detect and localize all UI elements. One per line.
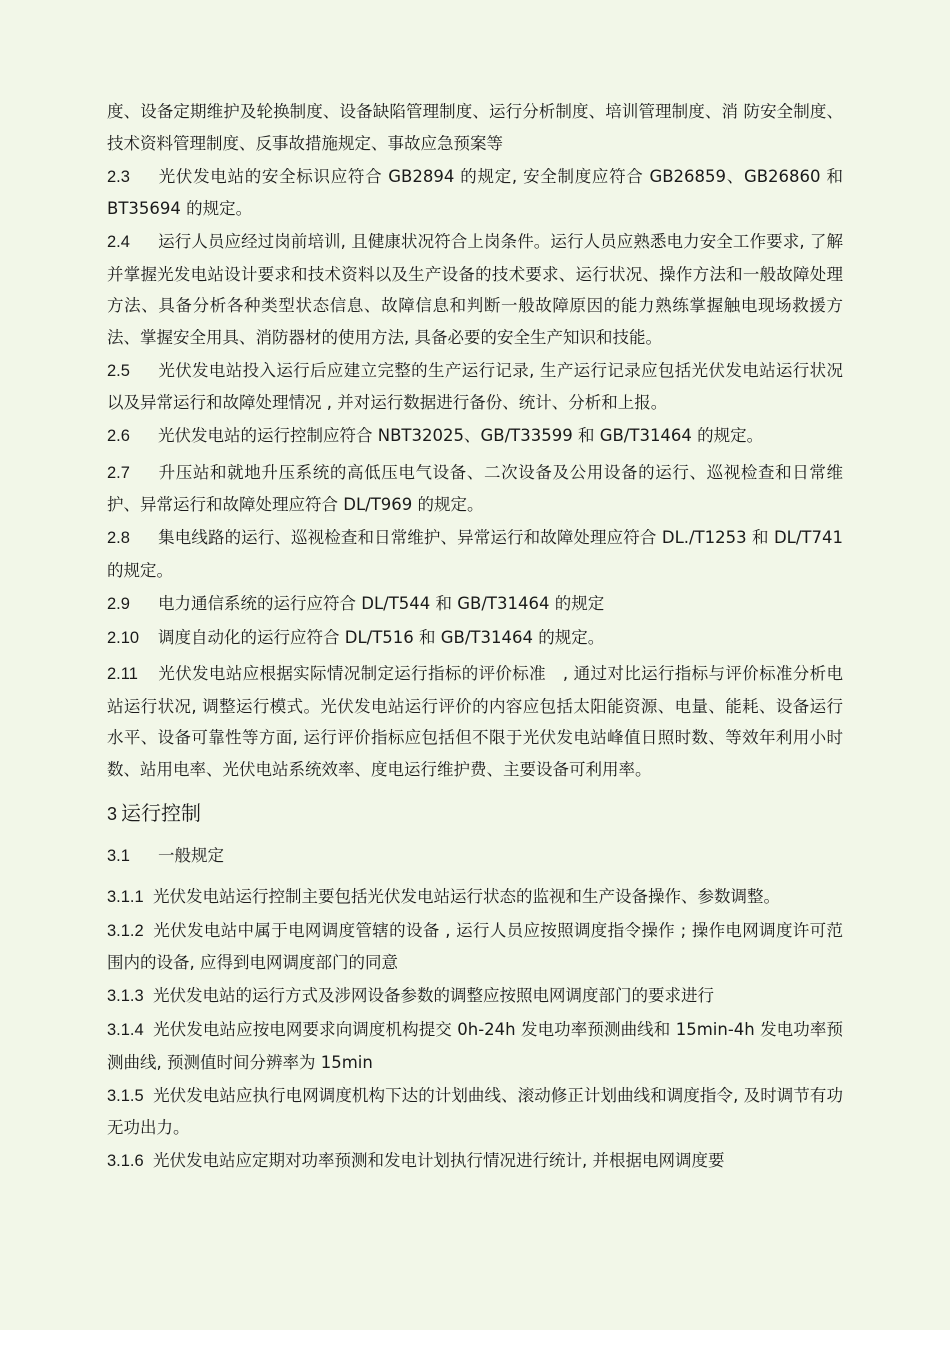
clause-number: 3.1.1 bbox=[107, 887, 144, 906]
paragraph-3-1-2 bbox=[107, 915, 843, 979]
paragraph-3-1-4 bbox=[107, 1014, 843, 1078]
clause-text: 光伏发电站应根据实际情况制定运行指标的评价标准 , 通过对比运行指标与评价标准分析电站运行状况, 调整运行模式。光伏发电站运行评价的内容应包括太阳能资源、电量、能耗、设备运行水平、设备可靠性等方面, 运行评价指标应包括但不限于光伏发电站峰值日照时数、等效年利用小时数、站用电率、光伏电站系统效率、度电运行维护费、主要设备可利用率。 bbox=[107, 664, 843, 779]
paragraph-2-8 bbox=[107, 522, 843, 586]
clause-number: 3.1.3 bbox=[107, 987, 144, 1005]
paragraph-2-9 bbox=[107, 588, 843, 621]
clause-text: 光伏发电站的安全标识应符合 GB2894 的规定, 安全制度应符合 GB26859、GB26860 和 BT35694 的规定。 bbox=[107, 166, 843, 218]
clause-text: 光伏发电站投入运行后应建立完整的生产运行记录, 生产运行记录应包括光伏发电站运行状况以及异常运行和故障处理情况 , 并对运行数据进行备份、统计、分析和上报。 bbox=[107, 360, 843, 412]
subsection-number: 3.1 bbox=[107, 847, 130, 865]
clause-text: 光伏发电站应定期对功率预测和发电计划执行情况进行统计, 并根据电网调度要 bbox=[153, 1151, 725, 1170]
clause-text: 光伏发电站的运行控制应符合 NBT32025、GB/T33599 和 GB/T31464 的规定。 bbox=[158, 426, 764, 445]
paragraph-3-1-1 bbox=[107, 881, 843, 914]
paragraph-2-4 bbox=[107, 226, 843, 353]
clause-text: 升压站和就地升压系统的高低压电气设备、二次设备及公用设备的运行、巡视检查和日常维护、异常运行和故障处理应符合 DL/T969 的规定。 bbox=[107, 462, 843, 514]
paragraph-3-1-6 bbox=[107, 1145, 843, 1178]
clause-number: 3.1.2 bbox=[107, 921, 144, 940]
clause-number: 2.7 bbox=[107, 463, 130, 482]
paragraph-3-1-5 bbox=[107, 1080, 843, 1144]
clause-number: 3.1.5 bbox=[107, 1086, 144, 1105]
clause-text: 集电线路的运行、巡视检查和日常维护、异常运行和故障处理应符合 DL./T1253 和 DL/T741 的规定。 bbox=[107, 528, 843, 580]
paragraph-2-3 bbox=[107, 161, 843, 225]
section-title: 运行控制 bbox=[121, 801, 202, 825]
clause-text: 调度自动化的运行应符合 DL/T516 和 GB/T31464 的规定。 bbox=[158, 627, 605, 647]
clause-number: 2.3 bbox=[107, 167, 130, 186]
paragraph-2-5 bbox=[107, 355, 843, 419]
clause-text: 光伏发电站应执行电网调度机构下达的计划曲线、滚动修正计划曲线和调度指令, 及时调节有功无功出力。 bbox=[107, 1085, 843, 1137]
paragraph-3-1-3 bbox=[107, 980, 843, 1013]
paragraph-continuation: 度、设备定期维护及轮换制度、设备缺陷管理制度、运行分析制度、培训管理制度、消 防安全制度、技术资料管理制度、反事故措施规定、事故应急预案等 bbox=[107, 102, 843, 153]
section-heading bbox=[107, 793, 843, 834]
document-body bbox=[107, 96, 843, 1178]
subsection-heading bbox=[107, 840, 843, 873]
paragraph-2-11 bbox=[107, 658, 843, 785]
section-number: 3 bbox=[107, 804, 118, 824]
clause-number: 2.8 bbox=[107, 529, 130, 547]
clause-text: 光伏发电站中属于电网调度管辖的设备 , 运行人员应按照调度指令操作 ; 操作电网调度许可范围内的设备, 应得到电网调度部门的同意 bbox=[107, 920, 843, 972]
clause-text: 电力通信系统的运行应符合 DL/T544 和 GB/T31464 的规定 bbox=[158, 593, 605, 613]
clause-number: 2.11 bbox=[107, 665, 138, 683]
clause-text: 光伏发电站的运行方式及涉网设备参数的调整应按照电网调度部门的要求进行 bbox=[153, 986, 714, 1005]
clause-text: 光伏发电站运行控制主要包括光伏发电站运行状态的监视和生产设备操作、参数调整。 bbox=[153, 886, 780, 906]
clause-number: 2.9 bbox=[107, 594, 130, 613]
clause-text: 运行人员应经过岗前培训, 且健康状况符合上岗条件。运行人员应熟悉电力安全工作要求, 了解并掌握光发电站设计要求和技术资料以及生产设备的技术要求、运行状况、操作方法和一般故障处理方法、具备分析各种类型状态信息、故障信息和判断一般故障原因的能力熟练掌握触电现场救援方法、掌握安全用具、消防器材的使用方法, 具备必要的安全生产知识和技能。 bbox=[107, 232, 843, 347]
clause-number: 2.6 bbox=[107, 427, 130, 445]
clause-number: 3.1.4 bbox=[107, 1021, 144, 1039]
paragraph-2-7 bbox=[107, 457, 843, 521]
clause-number: 3.1.6 bbox=[107, 1152, 144, 1170]
paragraph-2-6 bbox=[107, 420, 843, 453]
paragraph-2-10 bbox=[107, 622, 843, 655]
subsection-title: 一般规定 bbox=[158, 846, 224, 865]
clause-number: 2.10 bbox=[107, 628, 140, 647]
clause-number: 2.4 bbox=[107, 233, 130, 251]
clause-number: 2.5 bbox=[107, 361, 130, 380]
clause-text: 光伏发电站应按电网要求向调度机构提交 0h-24h 发电功率预测曲线和 15min-4h 发电功率预测曲线, 预测值时间分辨率为 15min bbox=[107, 1020, 843, 1072]
